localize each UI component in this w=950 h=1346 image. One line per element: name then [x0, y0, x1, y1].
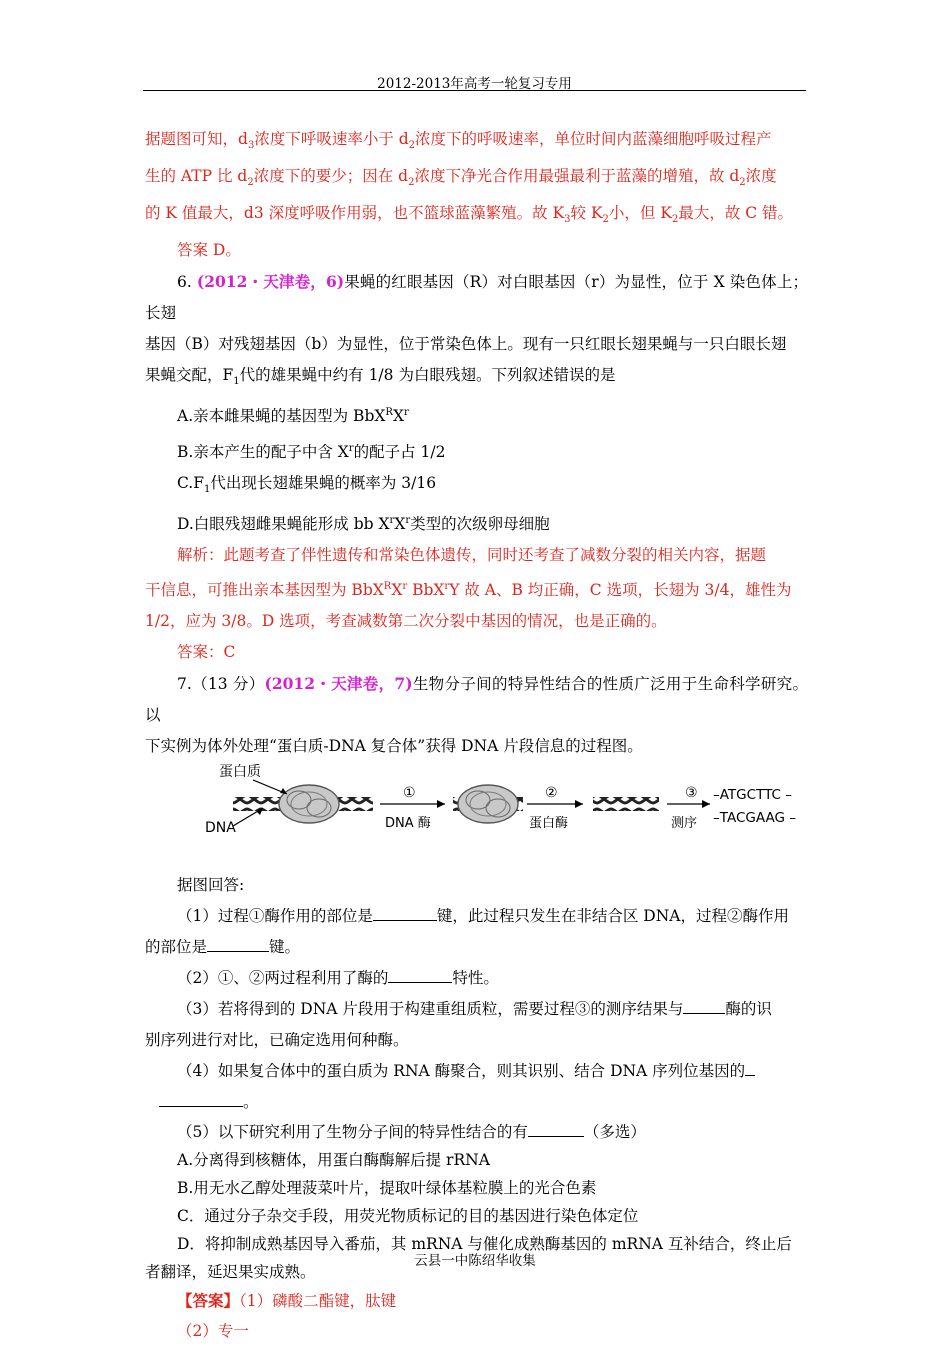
q7-sub5: （5）以下研究利用了生物分子间的特异性结合的有 （多选）	[145, 1118, 808, 1146]
blank-5b[interactable]	[159, 1089, 243, 1107]
sequence-bottom: –TACGAAG –	[713, 810, 796, 827]
q7-answer-1: 【答案】（1）磷酸二酯键，肽键	[177, 1291, 397, 1311]
q6-option-b: B.亲本产生的配子中含 $X^r$的配子占 1/2	[177, 442, 446, 461]
step3-marker: ③	[685, 785, 698, 802]
q6-answer: 答案：C	[177, 643, 236, 662]
blank-6[interactable]	[528, 1119, 584, 1137]
q6-source: (2012・天津卷，6)	[196, 272, 345, 292]
q7-sub2: （2）①、②两过程利用了酶的 特性。	[145, 963, 808, 994]
step2-marker: ②	[545, 785, 558, 802]
dna-helix-3	[593, 797, 659, 811]
q7-option-d-line1: D．将抑制成熟基因导入番茄，其 mRNA 与催化成熟酶基因的 mRNA 互补结合，终止后	[177, 1235, 792, 1254]
blank-3[interactable]	[388, 965, 452, 983]
sequence-top: –ATGCTTC –	[713, 787, 793, 804]
protein-label: 蛋白质	[219, 764, 261, 781]
dna-processing-figure	[145, 764, 808, 870]
q6-option-c: $C.F_1$代出现长翅雄果蝇的概率为 3/16	[177, 473, 437, 495]
q7-prompt: 据图回答:	[177, 876, 245, 895]
dna-label: DNA	[205, 820, 236, 837]
q7-sub4-line1: （4）如果复合体中的蛋白质为 RNA 酶聚合，则其识别、结合 DNA 序列位基因的	[145, 1056, 808, 1087]
q7-sub3-line2: 别序列进行对比，已确定选用何种酶。	[145, 1031, 409, 1050]
q7-sub3-line1: （3）若将得到的 DNA 片段用于构建重组质粒，需要过程③的测序结果与 酶的识	[145, 994, 808, 1025]
q7-option-c: C．通过分子杂交手段，用荧光物质标记的目的基因进行染色体定位	[177, 1207, 639, 1226]
q6-stem-line3: 果蝇交配，$F_1$代的雄果蝇中约有 1/8 为白眼残翅。下列叙述错误的是	[145, 366, 616, 388]
q7-option-a: A.分离得到核糖体，用蛋白酶酶解后提 rRNA	[177, 1151, 490, 1170]
blank-2[interactable]	[207, 934, 269, 952]
blank-1[interactable]	[373, 903, 437, 921]
q6-explanation-line3: 1/2，应为 3/8。D 选项，考查减数第二次分裂中基因的情况，也是正确的。	[145, 612, 667, 631]
q6-stem-line1: 6. (2012・天津卷，6)果蝇的红眼基因（R）对白眼基因（r）为显性，位于 X 染色体上；长翅	[145, 272, 809, 323]
q6-explanation-line1: 解析：此题考查了伴性遗传和常染色体遗传，同时还考查了减数分裂的相关内容，据题	[177, 545, 767, 564]
enzyme3-label: 测序	[671, 816, 698, 832]
answer-tag: 【答案】	[177, 1291, 240, 1311]
blank-4[interactable]	[683, 996, 725, 1014]
header-rule	[143, 90, 806, 91]
protein-complex-1	[279, 785, 339, 823]
q7-option-d-line2: 者翻译，延迟果实成熟。	[145, 1263, 316, 1282]
q7-sub1-line2: 的部位是 键。	[145, 932, 808, 963]
enzyme2-label: 蛋白酶	[529, 816, 569, 832]
q7-sub1-line1: （1）过程①酶作用的部位是 键，此过程只发生在非结合区 DNA，过程②酶作用	[145, 901, 808, 932]
q5-explanation-line2: 生的 ATP 比 $d_2$浓度下的要少；因在 $d_2$浓度下净光合作用最强最利于蓝藻的增殖，故 $d_2$浓度	[145, 167, 777, 189]
page-header: 2012-2013年高考一轮复习专用	[377, 76, 572, 92]
q6-option-a: A.亲本雌果蝇的基因型为 $BbX^RX^r$	[177, 407, 409, 426]
blank-5a[interactable]	[745, 1058, 755, 1076]
q6-explanation-line2: 干信息，可推出亲本基因型为 $BbX^RX^r$ BbX$^r$Y 故 A、B 均正确，C 选项，长翅为 3/4，雄性为	[145, 580, 792, 600]
q7-option-b: B.用无水乙醇处理菠菜叶片，提取叶绿体基粒膜上的光合色素	[177, 1179, 597, 1198]
q7-stem-line2: 下实例为体外处理“蛋白质-DNA 复合体”获得 DNA 片段信息的过程图。	[145, 737, 643, 756]
q7-answer-2: （2）专一	[177, 1322, 249, 1341]
q7-source: (2012・天津卷，7)	[264, 674, 413, 694]
step1-marker: ①	[403, 785, 416, 802]
q6-stem-line2: 基因（B）对残翅基因（b）为显性，位于常染色体上。现有一只红眼长翅果蝇与一只白眼长翅	[145, 335, 787, 354]
page-content	[145, 124, 808, 1346]
q7-stem-line1: 7.（13 分）(2012・天津卷，7)生物分子间的特异性结合的性质广泛用于生命科学研究。以	[145, 674, 808, 725]
q6-option-d: D.白眼残翅雌果蝇能形成 bb $X^rX^r$类型的次级卵母细胞	[177, 514, 550, 533]
q5-answer: 答案 D。	[177, 241, 241, 260]
protein-complex-2	[458, 785, 518, 823]
q7-sub4-line2: 。	[145, 1087, 808, 1118]
page-footer: 云县一中陈绍华收集	[414, 1253, 536, 1269]
dna-process-diagram	[205, 764, 805, 864]
q5-explanation-line3: 的 K 值最大，d3 深度呼吸作用弱，也不篮球蓝藻繁殖。故 $K_3$较 $K_2$小，但 $K_2$最大，故 C 错。	[145, 204, 794, 226]
q5-explanation-line1: 据题图可知，$d_3$浓度下呼吸速率小于 $d_2$浓度下的呼吸速率，单位时间内蓝藻细胞呼吸过程产	[145, 130, 772, 152]
enzyme1-label: DNA 酶	[385, 816, 431, 832]
